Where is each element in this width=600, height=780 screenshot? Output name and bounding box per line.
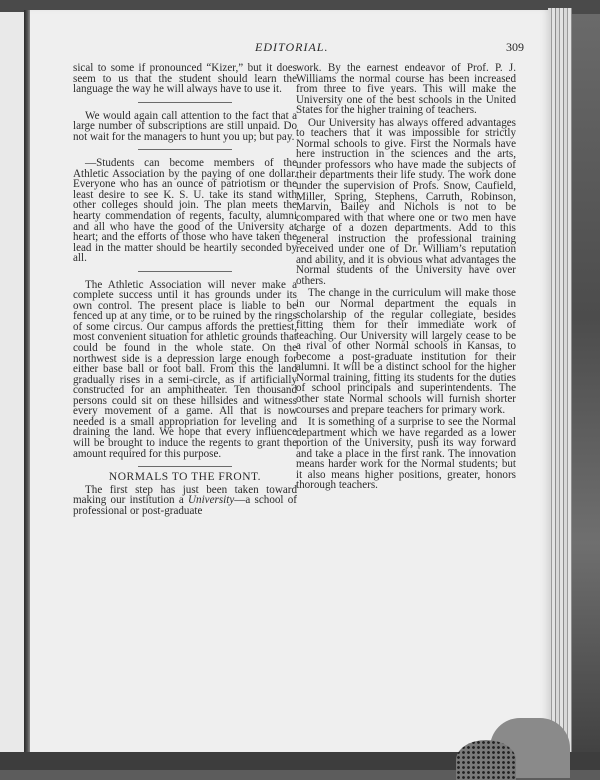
paragraph-normal-course: work. By the earnest endeavor of Prof. P. J. Williams the normal course has been increased from three to five years. This will make the University one of the best schools in the United States for the higher training of teachers. [296,62,516,117]
right-column [296,63,516,491]
facing-page-edge [0,12,24,770]
divider-rule [138,466,232,467]
left-column [73,63,297,516]
scan-backdrop [572,14,600,770]
paragraph-curriculum-change: The change in the curriculum will make those in our Normal department the equals in scholarship of the regular collegiate, besides fitting them for their immediate work of teaching. Our University will largely cease to be a rival of other Normal schools in Kansas, to become a post-graduate institution for their alumni. It will be a distinct school for the higher Normal training, fitting its students for the duties of school principals and superintendents. The other state Normal schools will furnish shorter courses and prepare teachers for primary work. [296,287,516,416]
paragraph-normals-intro [73,485,297,517]
divider-rule [138,149,232,150]
running-title: EDITORIAL. [255,40,329,54]
paragraph-advantages: Our University has always offered advantages to teachers that it was impossible for strictly Normal schools to give. First the Normals have here instruction in the sciences and the arts, under professors who have made the subjects of their departments their life study. The work done under the supervision of Profs. Snow, Caufield, Miller, Spring, Stephens, Carruth, Robinson, Marvin, Bailey and Nichols is not to be compared with that where one or two men have charge of a dozen departments. Add to this general instruction the professional training received under one of Dr. William’s reputation and ability, and it is obvious what advantages the Normal students of the University have over others. [296,116,516,287]
italic-term: University [188,494,235,507]
text-run: The first step has just been taken toward making our institution a [73,483,297,507]
text-run: —a school of professional or post-graduate [73,494,297,517]
paragraph-surprise: It is something of a surprise to see the Normal department which we have regarded as a lower portion of the University, push its way forward and take a place in the first rank. The innovation means harder work for the Normal students; but it also means higher positions, greater, honors thorough teachers. [296,416,516,492]
paragraph-athletic-grounds: The Athletic Association will never make a complete success until it has grounds under its own control. The present place is liable to be fenced up at any time, or to be ruined by the rings of some circus. Our campus affords the prettiest, most convenient situation for athletic grounds that could be found in the whole state. On the northwest side is a depression large enough for either base ball or foot ball. From this the land gradually rises in a semi-circle, as if artificially constructed for an amphitheater. Ten thousand persons could sit on these hillsides and witness every movement of a game. All that is now needed is a small appropriation for leveling and draining the land. We hope that every influence will be brought to induce the regents to grant the amount required for this purpose. [73,278,297,460]
rubber-fingertip [456,740,516,780]
paragraph-subscriptions: We would again call attention to the fact that a large number of subscriptions are still unpaid. Do not wait for the managers to hunt you up; but pay. [73,109,297,143]
page-header [60,40,524,54]
divider-rule [138,271,232,272]
section-heading: NORMALS TO THE FRONT. [108,471,262,484]
paragraph-kizer: sical to some if pronounced “Kizer,” but it does seem to us that the student should learn the language the way he will always have to use it. [73,62,297,96]
paragraph-athletic-membership: —Students can become members of the Athletic Association by the paying of one dollar. Everyone who has an ounce of patriotism or the least desire to see K. S. U. take its stand with other colleges should join. The plan meets the hearty commendation of regents, faculty, alumni and all who have the good of the University at heart; and the efforts of those who have taken the lead in the matter should be heartily seconded by all. [73,157,297,265]
page-number: 309 [506,40,524,54]
page-stack-edges [548,8,572,760]
divider-rule [138,102,232,103]
